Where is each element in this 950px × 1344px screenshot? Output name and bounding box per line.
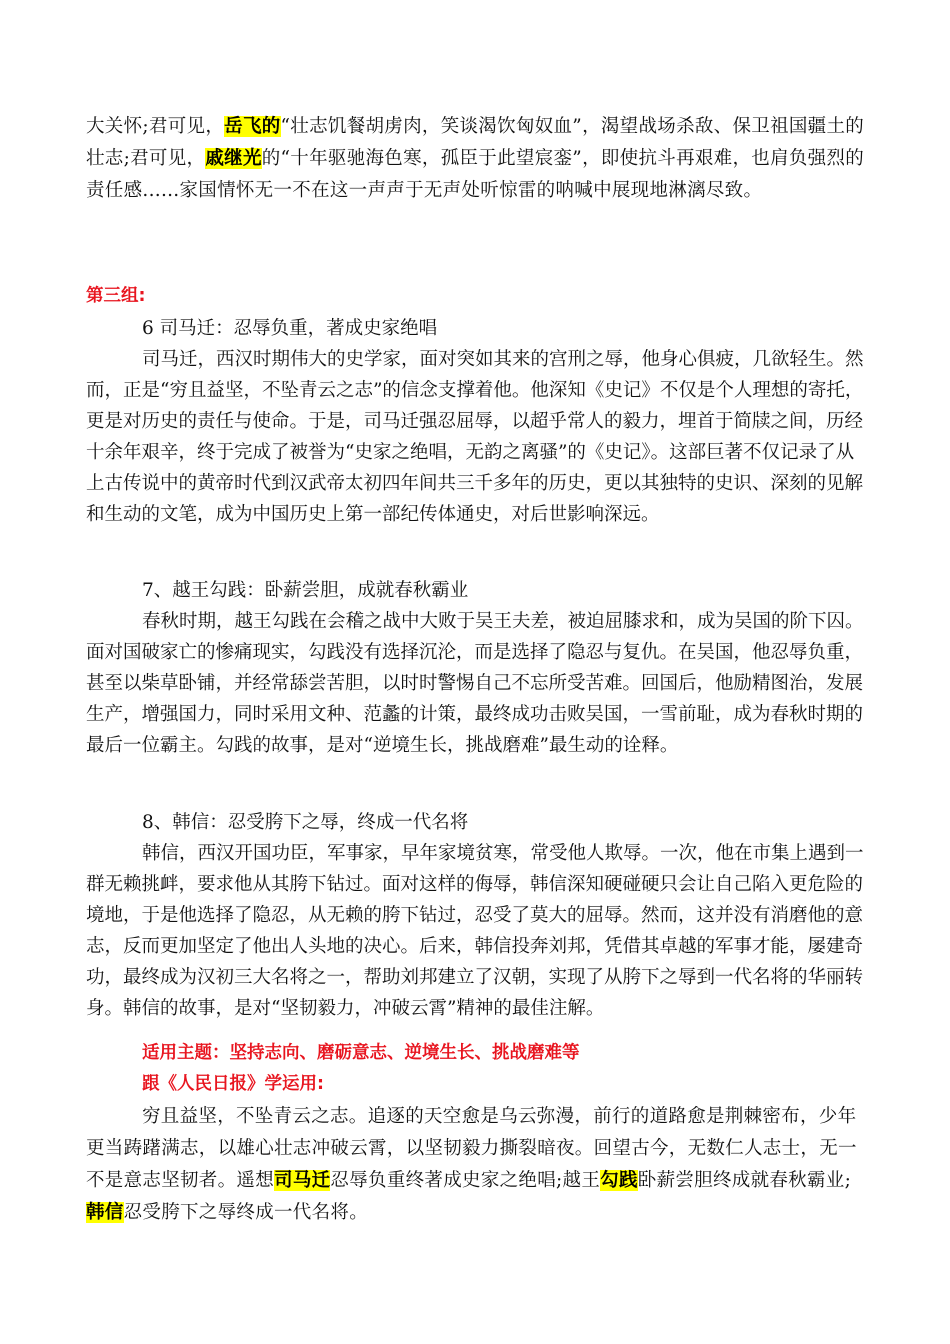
intro-text-2: “壮志饥餐胡虏肉，笑谈渴饮匈奴血”，渴望战场杀敌、保卫祖国疆土的壮志;君可见， bbox=[86, 116, 865, 169]
section-7-body: 春秋时期，越王勾践在会稽之战中大败于吴王夫差，被迫屈膝求和，成为吴国的阶下囚。面对国破家亡的惨痛现实，勾践没有选择沉沦，而是选择了隐忍与复仇。在吴国，他忍辱负重，甚至以柴草卧铺，并经常舔尝苦胆，以时时警惕自己不忘所受苦难。回国后，他励精图治，发展生产，增强国力，同时采用文种、范蠡的计策，最终成功击败吴国，一雪前耻，成为春秋时期的最后一位霸主。勾践的故事，是对“逆境生长，挑战磨难”最生动的诠释。 bbox=[86, 611, 864, 756]
group-title: 第三组: bbox=[86, 286, 146, 306]
highlight-yuefei: 岳飞的 bbox=[224, 116, 281, 137]
highlight-qijiguang: 戚继光 bbox=[205, 148, 262, 169]
usage-text-4: 忍受胯下之辱终成一代名将。 bbox=[123, 1202, 369, 1223]
section-6-body: 司马迁，西汉时期伟大的史学家，面对突如其来的宫刑之辱，他身心俱疲，几欲轻生。然而，正是“穷且益坚，不坠青云之志”的信念支撑着他。他深知《史记》不仅是个人理想的寄托，更是对历史的责任与使命。于是，司马迁强忍屈辱，以超乎常人的毅力，埋首于简牍之间，历经十余年艰辛，终于完成了被誉为“史家之绝唱，无韵之离骚”的《史记》。这部巨著不仅记录了从上古传说中的黄帝时代到汉武帝太初四年间共三千多年的历史，更以其独特的史识、深刻的见解和生动的文笔，成为中国历史上第一部纪传体通史，对后世影响深远。 bbox=[86, 349, 864, 525]
highlight-simaqian: 司马迁 bbox=[274, 1170, 331, 1191]
follow-line: 跟《人民日报》学运用: bbox=[142, 1074, 324, 1094]
intro-paragraph bbox=[86, 111, 866, 207]
intro-text-3: 的“十年驱驰海色寒，孤臣于此望宸銮”，即使抗斗再艰难，也肩负强烈的责任感......家国情怀无一不在这一声声于无声处听惊雷的呐喊中展现地淋漓尽致。 bbox=[86, 148, 865, 201]
usage-paragraph bbox=[86, 1101, 866, 1229]
usage-text-1: 穷且益坚，不坠青云之志。追逐的天空愈是乌云弥漫，前行的道路愈是荆棘密布，少年更当踌躇满志，以雄心壮志冲破云霄，以坚韧毅力撕裂暗夜。回望古今，无数仁人志士，无一不是意志坚韧者。遥想 bbox=[86, 1106, 857, 1191]
section-7-heading: 7、越王勾践：卧薪尝胆，成就春秋霸业 bbox=[142, 580, 469, 601]
section-8-body: 韩信，西汉开国功臣，军事家，早年家境贫寒，常受他人欺辱。一次，他在市集上遇到一群无赖挑衅，要求他从其胯下钻过。面对这样的侮辱，韩信深知硬碰硬只会让自己陷入更危险的境地，于是他选择了隐忍，从无赖的胯下钻过，忍受了莫大的屈辱。然而，这并没有消磨他的意志，反而更加坚定了他出人头地的决心。后来，韩信投奔刘邦，凭借其卓越的军事才能，屡建奇功，最终成为汉初三大名将之一，帮助刘邦建立了汉朝，实现了从胯下之辱到一代名将的华丽转身。韩信的故事，是对“坚韧毅力，冲破云霄”精神的最佳注解。 bbox=[86, 843, 864, 1019]
section-8-heading: 8、韩信：忍受胯下之辱，终成一代名将 bbox=[142, 812, 469, 833]
highlight-goujian: 勾践 bbox=[600, 1170, 638, 1191]
intro-text-1: 大关怀;君可见， bbox=[86, 116, 225, 137]
usage-text-3: 卧薪尝胆终成就春秋霸业; bbox=[637, 1170, 852, 1191]
theme-line: 适用主题：坚持志向、磨砺意志、逆境生长、挑战磨难等 bbox=[142, 1043, 580, 1063]
highlight-hanxin: 韩信 bbox=[86, 1202, 124, 1223]
section-6-heading: 6 司马迁：忍辱负重，著成史家绝唱 bbox=[142, 318, 438, 339]
usage-text-2: 忍辱负重终著成史家之绝唱;越王 bbox=[330, 1170, 601, 1191]
